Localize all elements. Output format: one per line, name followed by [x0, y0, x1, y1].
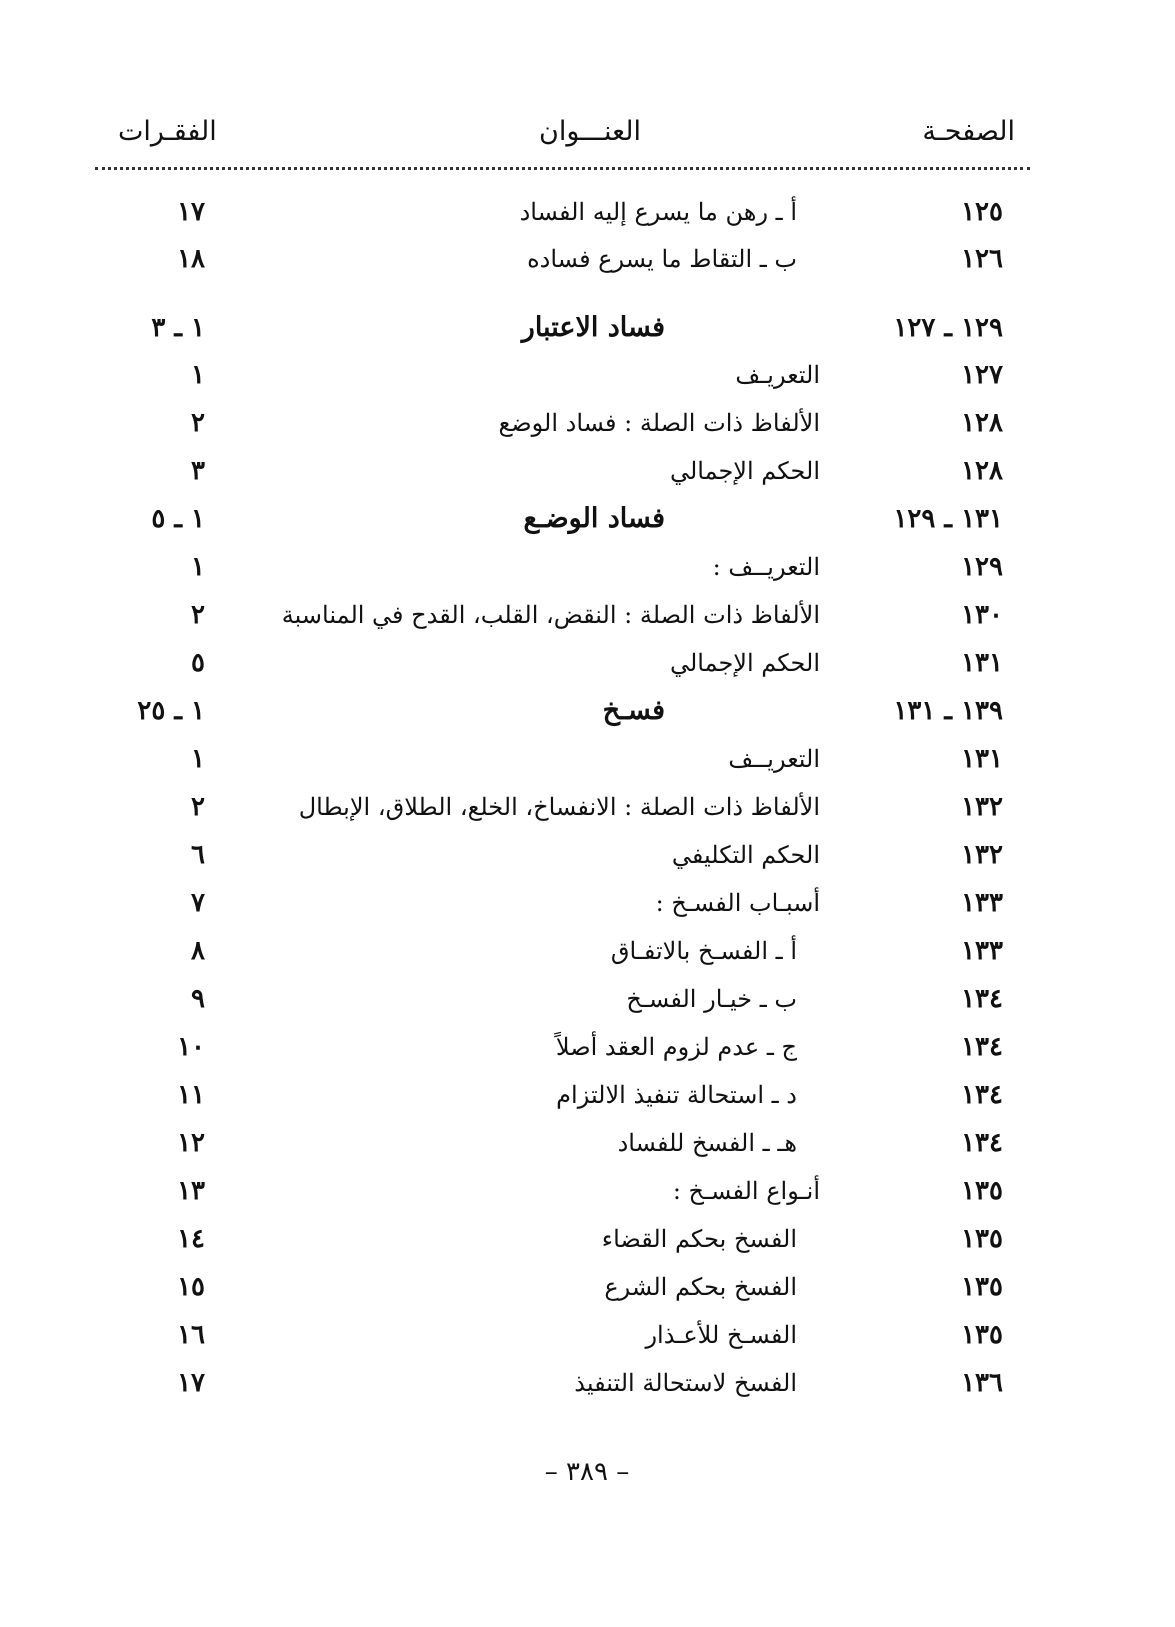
index-row	[0, 593, 1175, 637]
index-row	[0, 1121, 1175, 1165]
page-column-header: الصفحـة	[922, 116, 1015, 147]
row-title: التعريــف	[728, 745, 820, 773]
row-title: أنـواع الفسـخ :	[672, 1177, 820, 1205]
row-title: ج ـ عدم لزوم العقد أصلاً	[555, 1033, 797, 1061]
row-paragraphs: ١٧	[177, 1368, 205, 1398]
row-page-number: ١٣٣	[961, 888, 1003, 918]
index-row	[0, 833, 1175, 877]
row-title: الفسخ لاستحالة التنفيذ	[574, 1369, 797, 1397]
index-row	[0, 545, 1175, 589]
row-page-number: ١٣١	[961, 744, 1003, 774]
row-paragraphs: ٩	[191, 984, 205, 1014]
index-row	[0, 1217, 1175, 1261]
row-paragraphs: ١٤	[177, 1224, 205, 1254]
index-row	[0, 1073, 1175, 1117]
row-page-number: ١٣٥	[961, 1272, 1003, 1302]
header-dotted-divider	[95, 167, 1030, 170]
row-paragraphs: ١	[191, 744, 205, 774]
row-paragraphs: ٨	[191, 936, 205, 966]
row-title: ب ـ خيـار الفسـخ	[626, 985, 797, 1013]
row-page-number: ١٣٥	[961, 1176, 1003, 1206]
row-paragraphs: ١٣	[177, 1176, 205, 1206]
row-paragraphs: ٧	[191, 888, 205, 918]
row-page-number: ١٣٥	[961, 1224, 1003, 1254]
row-paragraphs: ٢	[191, 408, 205, 438]
row-paragraphs: ٢	[191, 792, 205, 822]
title-column-header: العنـــوان	[539, 116, 641, 147]
row-page-number: ١٣١	[961, 648, 1003, 678]
row-page-number: ١٣٦	[961, 1368, 1003, 1398]
row-paragraphs: ١٧	[177, 197, 205, 227]
row-paragraphs: ١	[191, 360, 205, 390]
row-paragraph-range: ١ ـ ٣	[151, 313, 205, 343]
row-page-number: ١٣٤	[961, 1032, 1003, 1062]
index-row	[0, 237, 1175, 281]
row-page-number: ١٣٥	[961, 1320, 1003, 1350]
index-row-heading	[0, 306, 1175, 350]
row-page-number: ١٣٣	[961, 936, 1003, 966]
index-row	[0, 1361, 1175, 1405]
index-row	[0, 190, 1175, 234]
row-title: الحكم الإجمالي	[669, 457, 820, 485]
row-page-number: ١٢٦	[961, 244, 1003, 274]
row-title: الألفاظ ذات الصلة : فساد الوضع	[498, 409, 820, 437]
row-page-number: ١٣٢	[961, 792, 1003, 822]
row-title: الفسخ بحكم القضاء	[601, 1225, 797, 1253]
page-number-footer: – ٣٨٩ –	[544, 1457, 630, 1487]
index-row	[0, 785, 1175, 829]
index-row	[0, 1169, 1175, 1213]
row-section-heading: فساد الاعتبار	[521, 312, 665, 343]
row-title: أسبـاب الفسـخ :	[655, 889, 820, 917]
row-title: أ ـ الفسـخ بالاتفـاق	[610, 937, 797, 965]
index-row	[0, 449, 1175, 493]
row-page-range: ١٢٩ ـ ١٢٧	[893, 313, 1003, 343]
row-page-number: ١٣٢	[961, 840, 1003, 870]
row-title: التعريــف :	[712, 553, 820, 581]
row-title: الألفاظ ذات الصلة : الانفساخ، الخلع، الطلاق، الإبطال	[298, 793, 820, 821]
row-paragraphs: ١٥	[177, 1272, 205, 1302]
row-page-number: ١٣٤	[961, 1128, 1003, 1158]
row-paragraphs: ١٢	[177, 1128, 205, 1158]
index-row	[0, 401, 1175, 445]
row-paragraphs: ١٠	[177, 1032, 205, 1062]
row-title: التعريـف	[735, 361, 820, 389]
row-page-range: ١٣١ ـ ١٢٩	[893, 504, 1003, 534]
row-page-number: ١٣٤	[961, 984, 1003, 1014]
row-page-number: ١٢٨	[961, 456, 1003, 486]
row-page-number: ١٢٧	[961, 360, 1003, 390]
row-title: الفسخ بحكم الشرع	[604, 1273, 797, 1301]
row-page-range: ١٣٩ ـ ١٣١	[893, 696, 1003, 726]
row-title: د ـ استحالة تنفيذ الالتزام	[556, 1081, 797, 1109]
row-title: الفسـخ للأعـذار	[645, 1321, 797, 1349]
row-paragraphs: ١	[191, 552, 205, 582]
row-paragraph-range: ١ ـ ٥	[151, 504, 205, 534]
row-paragraphs: ٣	[191, 456, 205, 486]
index-row	[0, 641, 1175, 685]
index-row	[0, 353, 1175, 397]
row-paragraphs: ١٨	[177, 244, 205, 274]
row-title: الحكم التكليفي	[671, 841, 820, 869]
row-paragraphs: ٦	[191, 840, 205, 870]
index-row-heading	[0, 689, 1175, 733]
row-title: هـ ـ الفسخ للفساد	[617, 1129, 797, 1157]
row-title: الألفاظ ذات الصلة : النقض، القلب، القدح في المناسبة	[281, 601, 820, 629]
row-page-number: ١٢٨	[961, 408, 1003, 438]
row-paragraphs: ١١	[177, 1080, 205, 1110]
index-row	[0, 1265, 1175, 1309]
row-paragraphs: ٥	[191, 648, 205, 678]
row-paragraph-range: ١ ـ ٢٥	[137, 696, 205, 726]
row-page-number: ١٢٥	[961, 197, 1003, 227]
index-row	[0, 977, 1175, 1021]
index-row-heading	[0, 497, 1175, 541]
row-title: ب ـ التقاط ما يسرع فساده	[527, 245, 797, 273]
index-row	[0, 1025, 1175, 1069]
paragraphs-column-header: الفقـرات	[118, 116, 217, 147]
index-row	[0, 881, 1175, 925]
row-paragraphs: ١٦	[177, 1320, 205, 1350]
row-section-heading: فساد الوضـع	[523, 503, 665, 534]
row-title: الحكم الإجمالي	[669, 649, 820, 677]
row-paragraphs: ٢	[191, 600, 205, 630]
index-row	[0, 929, 1175, 973]
index-row	[0, 737, 1175, 781]
row-title: أ ـ رهن ما يسرع إليه الفساد	[519, 198, 797, 226]
row-page-number: ١٣٠	[961, 600, 1003, 630]
index-row	[0, 1313, 1175, 1357]
row-page-number: ١٣٤	[961, 1080, 1003, 1110]
row-page-number: ١٢٩	[961, 552, 1003, 582]
row-section-heading: فسـخ	[602, 695, 665, 726]
